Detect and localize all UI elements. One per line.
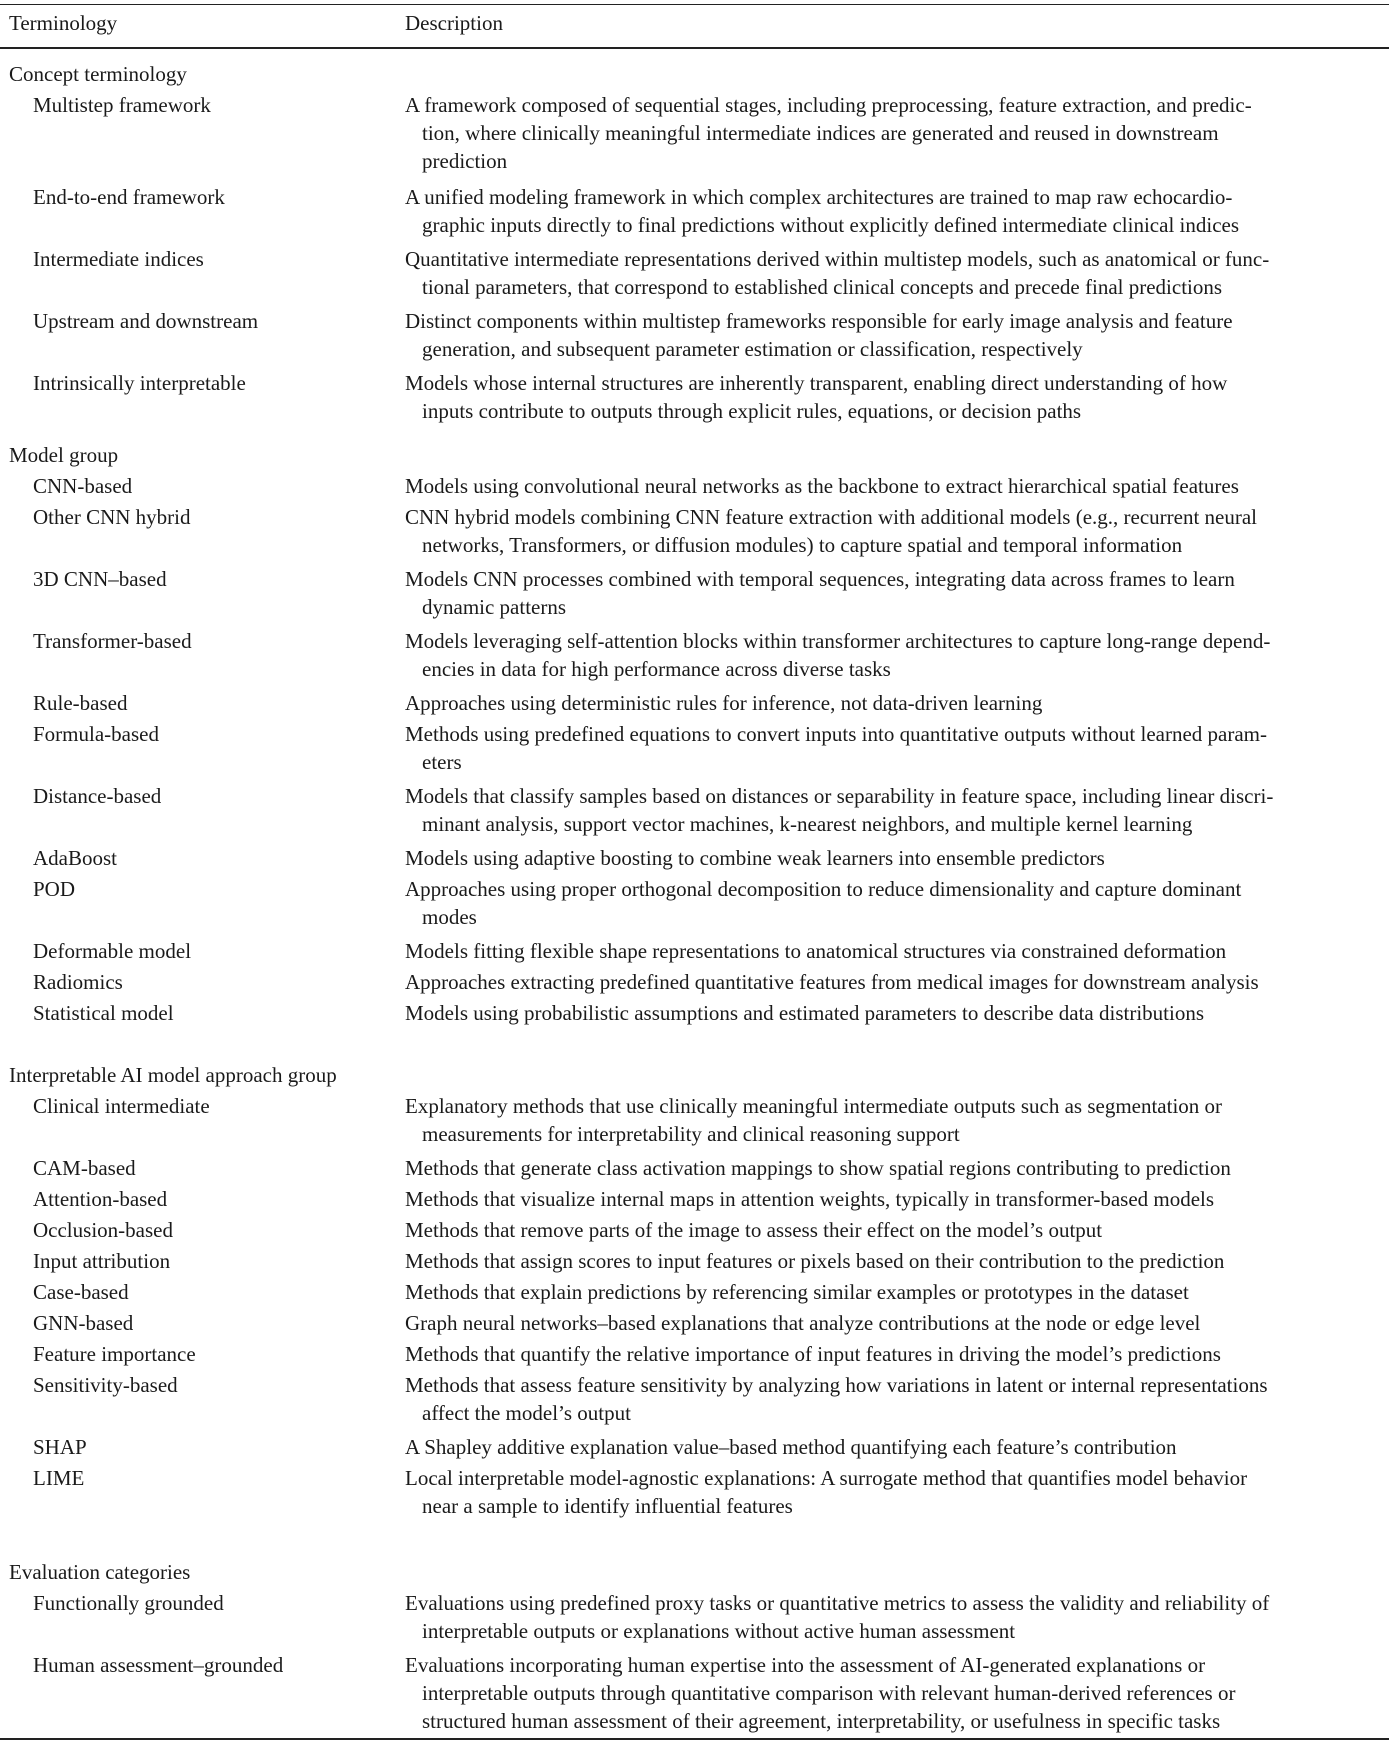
description-line: Methods using predefined equations to convert inputs into quantitative outputs without learned param-	[405, 722, 1267, 746]
description-line: interpretable outputs or explanations without active human assessment	[422, 1619, 1016, 1643]
description-line: Graph neural networks–based explanations that analyze contributions at the node or edge level	[405, 1311, 1201, 1335]
description-intrinsically-interpretable	[405, 369, 1383, 425]
term-input-attribution: Input attribution	[33, 1249, 171, 1273]
description-line: Methods that assign scores to input features or pixels based on their contribution to the prediction	[405, 1249, 1225, 1273]
description-line: near a sample to identify influential features	[422, 1494, 793, 1518]
section-heading-interpretable-ai-model-approach-group: Interpretable AI model approach group	[9, 1063, 337, 1087]
term-multistep-framework: Multistep framework	[33, 93, 211, 117]
description-clinical-intermediate	[405, 1092, 1383, 1148]
description-radiomics	[405, 968, 1383, 996]
description-shap	[405, 1433, 1383, 1461]
description-line: A unified modeling framework in which complex architectures are trained to map raw echocardio-	[405, 185, 1233, 209]
description-line: structured human assessment of their agreement, interpretability, or usefulness in specific tasks	[422, 1709, 1221, 1733]
description-line: Approaches using deterministic rules for inference, not data-driven learning	[405, 691, 1043, 715]
term-distance-based: Distance-based	[33, 784, 162, 808]
description-line: Models leveraging self-attention blocks within transformer architectures to capture long-range depend-	[405, 629, 1271, 653]
description-line: Methods that remove parts of the image to assess their effect on the model’s output	[405, 1218, 1103, 1242]
description-line: Distinct components within multistep frameworks responsible for early image analysis and feature	[405, 309, 1233, 333]
description-functionally-grounded	[405, 1589, 1383, 1645]
description-transformer-based	[405, 627, 1383, 683]
description-line: Models CNN processes combined with temporal sequences, integrating data across frames to learn	[405, 567, 1235, 591]
term-radiomics: Radiomics	[33, 970, 123, 994]
term-end-to-end-framework: End-to-end framework	[33, 185, 225, 209]
term-adaboost: AdaBoost	[33, 846, 117, 870]
description-line: generation, and subsequent parameter estimation or classification, respectively	[422, 337, 1083, 361]
description-line: Methods that visualize internal maps in attention weights, typically in transformer-based models	[405, 1187, 1215, 1211]
description-line: measurements for interpretability and clinical reasoning support	[422, 1122, 960, 1146]
top-rule	[0, 4, 1389, 5]
description-line: Methods that explain predictions by referencing similar examples or prototypes in the dataset	[405, 1280, 1189, 1304]
term-statistical-model: Statistical model	[33, 1001, 174, 1025]
term-deformable-model: Deformable model	[33, 939, 192, 963]
description-line: Models whose internal structures are inherently transparent, enabling direct understanding of how	[405, 371, 1228, 395]
description-adaboost	[405, 844, 1383, 872]
term-other-cnn-hybrid: Other CNN hybrid	[33, 505, 191, 529]
description-human-assessment-grounded	[405, 1651, 1383, 1735]
description-line: Models fitting flexible shape representations to anatomical structures via constrained deformation	[405, 939, 1227, 963]
description-input-attribution	[405, 1247, 1383, 1275]
header-description: Description	[405, 11, 503, 35]
term-attention-based: Attention-based	[33, 1187, 168, 1211]
description-pod	[405, 875, 1383, 931]
description-line: Evaluations using predefined proxy tasks or quantitative metrics to assess the validity and reliability of	[405, 1591, 1270, 1615]
description-distance-based	[405, 782, 1383, 838]
description-line: affect the model’s output	[422, 1401, 631, 1425]
term-sensitivity-based: Sensitivity-based	[33, 1373, 178, 1397]
term-case-based: Case-based	[33, 1280, 129, 1304]
term-human-assessment-grounded: Human assessment–grounded	[33, 1653, 284, 1677]
description-statistical-model	[405, 999, 1383, 1027]
description-occlusion-based	[405, 1216, 1383, 1244]
description-line: interpretable outputs through quantitative comparison with relevant human-derived references or	[422, 1681, 1236, 1705]
section-heading-evaluation-categories: Evaluation categories	[9, 1560, 191, 1584]
description-case-based	[405, 1278, 1383, 1306]
term-intermediate-indices: Intermediate indices	[33, 247, 204, 271]
description-rule-based	[405, 689, 1383, 717]
description-lime	[405, 1464, 1383, 1520]
description-end-to-end-framework	[405, 183, 1383, 239]
description-line: Approaches using proper orthogonal decomposition to reduce dimensionality and capture dominant	[405, 877, 1242, 901]
header-terminology: Terminology	[9, 11, 118, 35]
description-line: Quantitative intermediate representations derived within multistep models, such as anatomical or func-	[405, 247, 1270, 271]
description-line: Methods that assess feature sensitivity by analyzing how variations in latent or internal representations	[405, 1373, 1268, 1397]
header-rule	[0, 47, 1389, 49]
term-formula-based: Formula-based	[33, 722, 159, 746]
description-line: A framework composed of sequential stages, including preprocessing, feature extraction, and predic-	[405, 93, 1252, 117]
description-line: Approaches extracting predefined quantitative features from medical images for downstream analysis	[405, 970, 1259, 994]
description-line: tional parameters, that correspond to established clinical concepts and precede final predictions	[422, 275, 1223, 299]
description-line: eters	[422, 750, 462, 774]
description-cam-based	[405, 1154, 1383, 1182]
section-heading-concept-terminology: Concept terminology	[9, 62, 187, 86]
description-attention-based	[405, 1185, 1383, 1213]
description-line: Explanatory methods that use clinically meaningful intermediate outputs such as segmentation or	[405, 1094, 1223, 1118]
description-line: prediction	[422, 149, 508, 173]
term-rule-based: Rule-based	[33, 691, 128, 715]
description-deformable-model	[405, 937, 1383, 965]
term-feature-importance: Feature importance	[33, 1342, 196, 1366]
description-sensitivity-based	[405, 1371, 1383, 1427]
term-occlusion-based: Occlusion-based	[33, 1218, 173, 1242]
term-clinical-intermediate: Clinical intermediate	[33, 1094, 210, 1118]
description-feature-importance	[405, 1340, 1383, 1368]
term-pod: POD	[33, 877, 76, 901]
description-line: Models using probabilistic assumptions and estimated parameters to describe data distributions	[405, 1001, 1205, 1025]
description-line: A Shapley additive explanation value–based method quantifying each feature’s contribution	[405, 1435, 1177, 1459]
description-line: minant analysis, support vector machines, k-nearest neighbors, and multiple kernel learning	[422, 812, 1193, 836]
term-shap: SHAP	[33, 1435, 87, 1459]
bottom-rule	[0, 1738, 1389, 1740]
description-line: dynamic patterns	[422, 595, 567, 619]
description-line: Local interpretable model-agnostic explanations: A surrogate method that quantifies model behavior	[405, 1466, 1248, 1490]
description-3d-cnn-based	[405, 565, 1383, 621]
section-heading-model-group: Model group	[9, 443, 119, 467]
description-line: CNN hybrid models combining CNN feature extraction with additional models (e.g., recurrent neural	[405, 505, 1258, 529]
description-gnn-based	[405, 1309, 1383, 1337]
description-multistep-framework	[405, 91, 1383, 175]
description-line: inputs contribute to outputs through explicit rules, equations, or decision paths	[422, 399, 1082, 423]
term-3d-cnn-based: 3D CNN–based	[33, 567, 167, 591]
description-formula-based	[405, 720, 1383, 776]
term-gnn-based: GNN-based	[33, 1311, 134, 1335]
description-line: networks, Transformers, or diffusion modules) to capture spatial and temporal information	[422, 533, 1183, 557]
description-line: Methods that quantify the relative importance of input features in driving the model’s predictions	[405, 1342, 1221, 1366]
description-line: Models that classify samples based on distances or separability in feature space, including linear discri-	[405, 784, 1274, 808]
term-upstream-and-downstream: Upstream and downstream	[33, 309, 259, 333]
description-line: Evaluations incorporating human expertise into the assessment of AI-generated explanations or	[405, 1653, 1206, 1677]
description-line: Methods that generate class activation mappings to show spatial regions contributing to prediction	[405, 1156, 1231, 1180]
description-upstream-and-downstream	[405, 307, 1383, 363]
term-intrinsically-interpretable: Intrinsically interpretable	[33, 371, 246, 395]
description-line: modes	[422, 905, 477, 929]
term-cnn-based: CNN-based	[33, 474, 133, 498]
description-intermediate-indices	[405, 245, 1383, 301]
term-functionally-grounded: Functionally grounded	[33, 1591, 224, 1615]
description-line: Models using convolutional neural networks as the backbone to extract hierarchical spatial features	[405, 474, 1239, 498]
term-lime: LIME	[33, 1466, 85, 1490]
description-line: encies in data for high performance across diverse tasks	[422, 657, 891, 681]
description-line: graphic inputs directly to final predictions without explicitly defined intermediate clinical indices	[422, 213, 1240, 237]
term-transformer-based: Transformer-based	[33, 629, 192, 653]
description-other-cnn-hybrid	[405, 503, 1383, 559]
description-line: tion, where clinically meaningful intermediate indices are generated and reused in downstream	[422, 121, 1219, 145]
description-cnn-based	[405, 472, 1383, 500]
term-cam-based: CAM-based	[33, 1156, 136, 1180]
description-line: Models using adaptive boosting to combine weak learners into ensemble predictors	[405, 846, 1105, 870]
